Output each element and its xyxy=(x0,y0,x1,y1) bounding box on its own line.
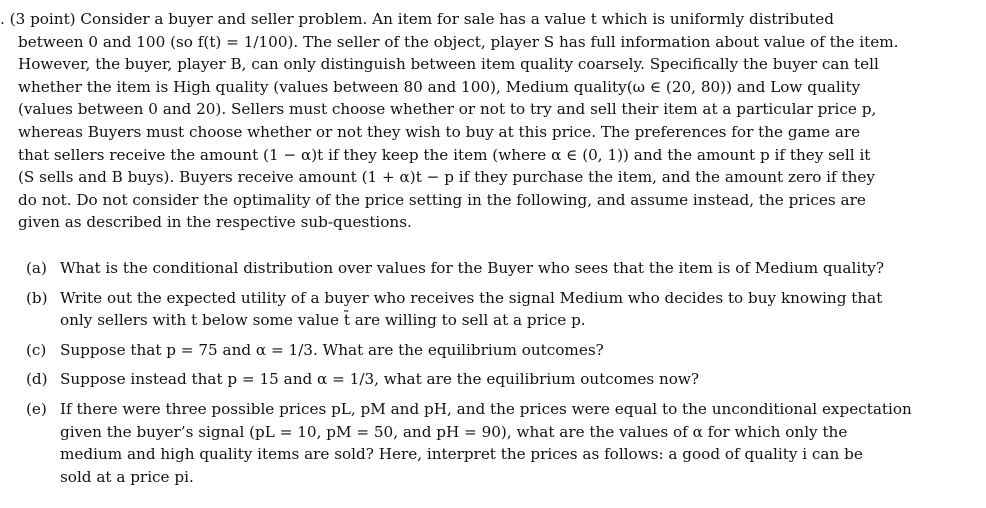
subquestion-label: (a) xyxy=(26,259,47,277)
subquestion-label: (e) xyxy=(26,399,47,418)
subquestion-label: (d) xyxy=(26,370,48,389)
subquestion-a xyxy=(26,257,956,280)
subquestion-text: Suppose instead that p = 15 and α = 1/3, what are the equilibrium outcomes now? xyxy=(60,370,700,389)
problem-line: given as described in the respective sub-questions. xyxy=(18,213,412,232)
subquestion-text: only sellers with t below some value t̄ are willing to sell at a price p. xyxy=(60,311,586,330)
problem-line: (S sells and B buys). Buyers receive amount (1 + α)t − p if they purchase the item, and the amount zero if they xyxy=(18,168,875,187)
problem-line: do not. Do not consider the optimality of the price setting in the following, and assume instead, the prices are xyxy=(18,190,866,209)
subquestion-label: (c) xyxy=(26,340,47,359)
subquestion-d xyxy=(26,368,956,391)
subquestion-e xyxy=(26,398,956,488)
problem-line: that sellers receive the amount (1 − α)t if they keep the item (where α ∈ (0, 1)) and the amount p if they sell it xyxy=(18,145,871,164)
subquestion-b xyxy=(26,287,956,332)
subquestion-text: given the buyer’s signal (pL = 10, pM = 50, and pH = 90), what are the values of α for which only the xyxy=(60,422,848,441)
subquestion-text: Write out the expected utility of a buyer who receives the signal Medium who decides to buy knowing that xyxy=(60,288,883,307)
problem-line: However, the buyer, player B, can only distinguish between item quality coarsely. Specifically the buyer can tell xyxy=(18,55,879,74)
subquestion-text: Suppose that p = 75 and α = 1/3. What are the equilibrium outcomes? xyxy=(60,340,604,359)
problem-line: between 0 and 100 (so f(t) = 1/100). The seller of the object, player S has full information about value of the item. xyxy=(18,32,899,51)
subquestion-text: sold at a price pi. xyxy=(60,467,194,486)
subquestion-text: medium and high quality items are sold? Here, interpret the prices as follows: a good of quality i can be xyxy=(60,445,863,464)
subquestion-list xyxy=(26,257,956,495)
subquestion-label: (b) xyxy=(26,288,48,307)
problem-statement xyxy=(0,8,960,234)
problem-line: whether the item is High quality (values between 80 and 100), Medium quality(ω ∈ (20, 80)) and Low quality xyxy=(18,77,861,96)
problem-line: . (3 point) Consider a buyer and seller problem. An item for sale has a value t which is uniformly distributed xyxy=(0,10,834,28)
subquestion-c xyxy=(26,339,956,362)
subquestion-text: What is the conditional distribution over values for the Buyer who sees that the item is of Medium quality? xyxy=(60,259,885,277)
subquestion-text: If there were three possible prices pL, pM and pH, and the prices were equal to the unconditional expectation xyxy=(60,399,912,418)
problem-line: whereas Buyers must choose whether or not they wish to buy at this price. The preferences for the game are xyxy=(18,122,861,141)
problem-line: (values between 0 and 20). Sellers must choose whether or not to try and sell their item at a particular price p, xyxy=(18,100,877,119)
